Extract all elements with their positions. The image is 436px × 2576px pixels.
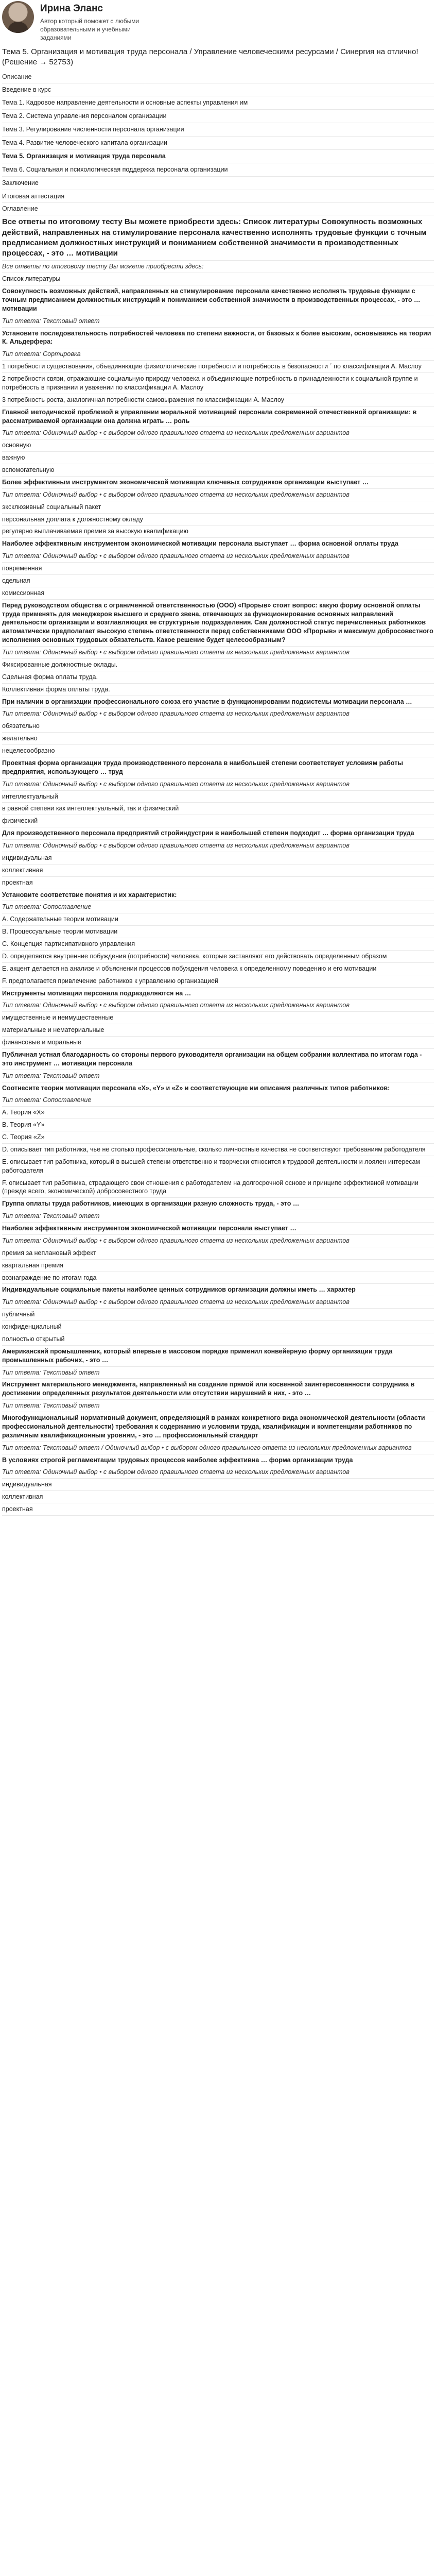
- answer-type-label: Тип ответа: Одиночный выбор • с выбором одного правильного ответа из нескольких предложенных вариантов: [2, 489, 434, 501]
- answer-type-label: Тип ответа: Текстовый ответ: [2, 1367, 434, 1379]
- answer-option: D. определяется внутренние побуждения (потребности) человека, которые заставляют его действовать определенным образом: [2, 951, 434, 963]
- answer-option: вспомогательную: [2, 464, 434, 477]
- question-text: Установите последовательность потребностей человека по степени важности, от базовых к более высоким, основываясь на теории К. Альдерфера:: [2, 328, 434, 349]
- answer-option: 1 потребности существования, объединяющие физиологические потребности и потребность в безопасности ´ по классификации А. Маслоу: [2, 361, 434, 373]
- answer-option: публичный: [2, 1309, 434, 1321]
- answer-type-label: Тип ответа: Сопоставление: [2, 901, 434, 913]
- question-text: Группа оплаты труда работников, имеющих в организации разную сложность труда, - это …: [2, 1198, 434, 1210]
- answer-option: нецелесообразно: [2, 745, 434, 757]
- answer-option: персональная доплата к должностному окладу: [2, 514, 434, 526]
- question-text: Наиболее эффективным инструментом экономической мотивации персонала выступает … форма основной оплаты труда: [2, 538, 434, 550]
- answer-option: индивидуальная: [2, 852, 434, 865]
- answer-option: вознаграждение по итогам года: [2, 1272, 434, 1284]
- answer-option: 2 потребности связи, отражающие социальную природу человека и объединяющие потребность в принадлежности к социальной группе и потребность в признании и уважении по классификации А. Маслоу: [2, 373, 434, 394]
- answer-option: материальные и нематериальные: [2, 1024, 434, 1037]
- question-text: В условиях строгой регламентации трудовых процессов наиболее эффективна … форма организации труда: [2, 1454, 434, 1467]
- answer-option: имущественные и неимущественные: [2, 1012, 434, 1024]
- answer-option: проектная: [2, 1503, 434, 1516]
- toc-item[interactable]: Тема 3. Регулирование численности персонала организации: [2, 123, 434, 137]
- answer-option: конфиденциальный: [2, 1321, 434, 1333]
- answer-type-label: Тип ответа: Одиночный выбор • с выбором одного правильного ответа из нескольких предложенных вариантов: [2, 1466, 434, 1479]
- question-text: Для производственного персонала предприятий стройиндустрии в наибольшей степени подходит … форма организации труда: [2, 827, 434, 840]
- answer-option: желательно: [2, 733, 434, 745]
- answer-option: финансовые и моральные: [2, 1037, 434, 1049]
- toc-item[interactable]: Итоговая аттестация: [2, 190, 434, 204]
- question-text: Более эффективным инструментом экономической мотивации ключевых сотрудников организации выступает …: [2, 477, 434, 489]
- answer-option: A. Содержательные теории мотивации: [2, 913, 434, 926]
- answer-type-label: Тип ответа: Одиночный выбор • с выбором одного правильного ответа из нескольких предложенных вариантов: [2, 647, 434, 659]
- answer-option: комиссионная: [2, 587, 434, 600]
- answer-option: D. описывает тип работника, чье не столько профессиональные, сколько личностные качества не соответствуют требованиям работодателя: [2, 1144, 434, 1156]
- answer-option: физический: [2, 815, 434, 827]
- answer-option: коллективная: [2, 865, 434, 877]
- answer-type-label: Тип ответа: Сопоставление: [2, 1094, 434, 1107]
- author-info: [40, 1, 159, 42]
- answer-option: A. Теория «X»: [2, 1107, 434, 1119]
- author-header: [2, 0, 434, 45]
- toc-item[interactable]: Тема 4. Развитие человеческого капитала организации: [2, 137, 434, 150]
- answer-option: Коллективная форма оплаты труда.: [2, 684, 434, 696]
- answer-option: C. Концепция партисипативного управления: [2, 938, 434, 951]
- question-text: Перед руководством общества с ограниченной ответственностью (ООО) «Прорыв» стоит вопрос: какую форму основной оплаты труда применять для менеджеров высшего и среднего звена, отвечающих за функционирование основных направлений деятельности организации и возглавляющих ее структурные подразделения. Сам должностной статус перечисленных работников автоматически предполагает высокую степень ответственности перед собственниками ООО «Прорыв» и максимум добросовестного исполнения основных трудовых обязательств. Какое решение будет целесообразным?: [2, 600, 434, 647]
- answer-option: F. описывает тип работника, страдающего свои отношения с работодателем на долгосрочной основе и принципе эффективной мотивации (прежде всего, экономической) добросовестного труда: [2, 1177, 434, 1198]
- question-text: Многофункциональный нормативный документ, определяющий в рамках конкретного вида экономической деятельности (области профессиональной деятельности) требования к содержанию и условиям труда, квалификации и компетенциям работников по различным квалификационным уровням, - это … профессиональный стандарт: [2, 1412, 434, 1442]
- answer-type-label: Тип ответа: Сортировка: [2, 348, 434, 361]
- toc-item[interactable]: Заключение: [2, 177, 434, 190]
- question-text: Наиболее эффективным инструментом экономической мотивации персонала выступает …: [2, 1223, 434, 1235]
- answer-option: эксклюзивный социальный пакет: [2, 501, 434, 514]
- answer-option: обязательно: [2, 720, 434, 733]
- answer-option: Список литературы: [2, 273, 434, 285]
- answer-type-label: Тип ответа: Одиночный выбор • с выбором одного правильного ответа из нескольких предложенных вариантов: [2, 550, 434, 563]
- question-text: Совокупность возможных действий, направленных на стимулирование персонала качественно исполнять трудовые функции с точным предписанием должностных инструкций и пониманием собственной значимости в производственных процессах, - это … мотивации: [2, 285, 434, 315]
- answer-option: сдельная: [2, 575, 434, 587]
- answer-type-label: Тип ответа: Одиночный выбор • с выбором одного правильного ответа из нескольких предложенных вариантов: [2, 840, 434, 852]
- question-text: Американский промышленник, который впервые в массовом порядке применил конвейерную форму организации труда промышленных рабочих, - это …: [2, 1346, 434, 1367]
- answer-option: в равной степени как интеллектуальный, так и физический: [2, 803, 434, 815]
- answer-option: повременная: [2, 563, 434, 575]
- question-text: Индивидуальные социальные пакеты наиболее ценных сотрудников организации должны иметь … характер: [2, 1284, 434, 1296]
- question-text: Все ответы по итоговому тесту Вы можете приобрести здесь: Список литературы Совокупность возможных действий, направленных на стимулирование персонала качественно исполнять трудовые функции с точным предписанием должностных инструкций и пониманием собственной значимости в производственных процессах, - это … мотивации: [2, 215, 434, 261]
- question-text: Инструменты мотивации персонала подразделяются на …: [2, 988, 434, 1000]
- answer-option: проектная: [2, 877, 434, 889]
- answer-type-label: Тип ответа: Одиночный выбор • с выбором одного правильного ответа из нескольких предложенных вариантов: [2, 999, 434, 1012]
- answer-type-label: Тип ответа: Текстовый ответ: [2, 1210, 434, 1223]
- answer-type-label: Тип ответа: Одиночный выбор • с выбором одного правильного ответа из нескольких предложенных вариантов: [2, 427, 434, 439]
- table-of-contents: [2, 83, 434, 204]
- answer-type-label: Тип ответа: Текстовый ответ: [2, 1400, 434, 1412]
- answer-option: регулярно выплачиваемая премия за высокую квалификацию: [2, 526, 434, 538]
- answer-type-label: Тип ответа: Текстовый ответ / Одиночный выбор • с выбором одного правильного ответа из нескольких предложенных вариантов: [2, 1442, 434, 1454]
- author-description: Автор который поможет с любыми образовательными и учебными заданиями: [40, 17, 139, 42]
- avatar[interactable]: [2, 1, 34, 33]
- answer-type-label: Тип ответа: Текстовый ответ: [2, 1070, 434, 1082]
- answer-type-label: Тип ответа: Одиночный выбор • с выбором одного правильного ответа из нескольких предложенных вариантов: [2, 1296, 434, 1309]
- answer-option: квартальная премия: [2, 1260, 434, 1272]
- question-text: Публичная устная благодарность со стороны первого руководителя организации на общем собрании коллектива по итогам года - это инструмент … мотивации персонала: [2, 1049, 434, 1070]
- answer-type-label: Все ответы по итоговому тесту Вы можете приобрести здесь:: [2, 261, 434, 273]
- answer-option: важную: [2, 452, 434, 464]
- question-text: Соотнесите теории мотивации персонала «X», «Y» и «Z» и соответствующие им описания различных типов работников:: [2, 1082, 434, 1095]
- question-text: Проектная форма организации труда производственного персонала в наибольшей степени соответствует условиям работы предприятия, использующего … труд: [2, 757, 434, 778]
- answer-option: интеллектуальный: [2, 791, 434, 803]
- answer-option: Сдельная форма оплаты труда.: [2, 671, 434, 684]
- answer-option: 3 потребность роста, аналогичная потребности самовыражения по классификации А. Маслоу: [2, 394, 434, 406]
- answer-option: E. акцент делается на анализе и объяснении процессов побуждения человека к определенному поведению и его мотивации: [2, 963, 434, 975]
- toc-item[interactable]: Тема 1. Кадровое направление деятельности и основные аспекты управления им: [2, 96, 434, 110]
- question-text: Установите соответствие понятия и их характеристик:: [2, 889, 434, 902]
- toc-item[interactable]: Введение в курс: [2, 83, 434, 97]
- answer-option: B. Теория «Y»: [2, 1119, 434, 1131]
- answer-option: индивидуальная: [2, 1479, 434, 1491]
- answer-type-label: Тип ответа: Одиночный выбор • с выбором одного правильного ответа из нескольких предложенных вариантов: [2, 708, 434, 720]
- answer-option: F. предполагается привлечение работников к управлению организацией: [2, 975, 434, 988]
- answer-option: полностью открытый: [2, 1333, 434, 1346]
- questions-list: [2, 215, 434, 1516]
- contents-label: Оглавление: [2, 203, 434, 215]
- answer-type-label: Тип ответа: Одиночный выбор • с выбором одного правильного ответа из нескольких предложенных вариантов: [2, 778, 434, 791]
- question-text: Инструмент материального менеджмента, направленный на создание прямой или косвенной заинтересованности сотрудника в достижении определенных результатов деятельности или отсутствии нарушений в них, - это …: [2, 1379, 434, 1400]
- answer-type-label: Тип ответа: Одиночный выбор • с выбором одного правильного ответа из нескольких предложенных вариантов: [2, 1235, 434, 1247]
- answer-option: коллективная: [2, 1491, 434, 1503]
- toc-item[interactable]: Тема 6. Социальная и психологическая поддержка персонала организации: [2, 163, 434, 177]
- question-text: Главной методической проблемой в управлении моральной мотивацией персонала современной отечественной организации: в рассматриваемой организации она должна играть … роль: [2, 406, 434, 428]
- answer-option: E. описывает тип работника, который в высшей степени ответственно и творчески относится к трудовой деятельности и лоялен интересам работодателя: [2, 1156, 434, 1177]
- answer-option: премия за неплановый эффект: [2, 1247, 434, 1260]
- toc-heading: Описание: [2, 71, 434, 83]
- page-title: Тема 5. Организация и мотивация труда персонала / Управление человеческими ресурсами / Синергия на отлично! (Решение → 52753): [2, 47, 418, 67]
- question-text: При наличии в организации профессионального союза его участие в функционировании подсистемы мотивации персонала …: [2, 696, 434, 708]
- toc-item[interactable]: Тема 5. Организация и мотивация труда персонала: [2, 150, 434, 163]
- answer-option: C. Теория «Z»: [2, 1131, 434, 1144]
- answer-option: основную: [2, 439, 434, 452]
- author-name[interactable]: Ирина Эланс: [40, 3, 103, 14]
- answer-option: Фиксированные должностные оклады.: [2, 659, 434, 671]
- answer-type-label: Тип ответа: Текстовый ответ: [2, 315, 434, 328]
- toc-item[interactable]: Тема 2. Система управления персоналом организации: [2, 110, 434, 123]
- answer-option: B. Процессуальные теории мотивации: [2, 926, 434, 938]
